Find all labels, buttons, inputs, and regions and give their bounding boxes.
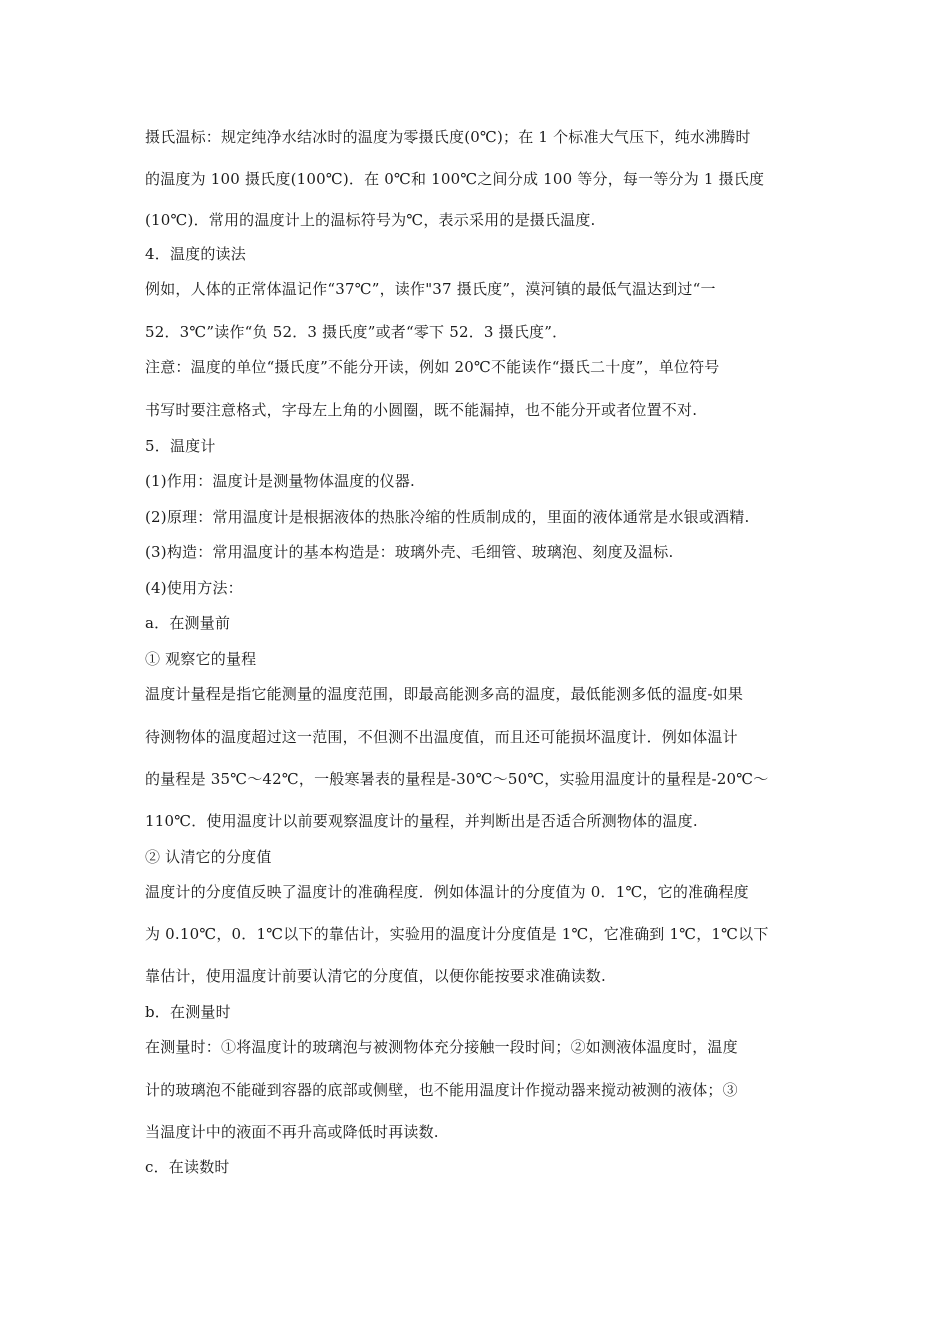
text-line: 在测量时：①将温度计的玻璃泡与被测物体充分接触一段时间；②如测液体温度时，温度	[145, 1038, 738, 1056]
text-line: (3)构造：常用温度计的基本构造是：玻璃外壳、毛细管、玻璃泡、刻度及温标.	[145, 543, 674, 561]
section-heading: 5．温度计	[145, 437, 216, 455]
text-line: 52．3℃”读作“负 52．3 摄氏度”或者“零下 52．3 摄氏度”．	[145, 323, 568, 341]
text-line: 110℃．使用温度计以前要观察温度计的量程，并判断出是否适合所测物体的温度.	[145, 812, 698, 830]
text-line: (10℃)．常用的温度计上的温标符号为℃，表示采用的是摄氏温度.	[145, 211, 596, 229]
text-line: 的量程是 35℃～42℃，一般寒暑表的量程是-30℃～50℃，实验用温度计的量程是-20℃～	[145, 770, 769, 788]
text-line: 温度计量程是指它能测量的温度范围，即最高能测多高的温度，最低能测多低的温度-如果	[145, 685, 744, 703]
text-line: 书写时要注意格式，字母左上角的小圆圈，既不能漏掉，也不能分开或者位置不对.	[145, 401, 698, 419]
text-line: 待测物体的温度超过这一范围，不但测不出温度值，而且还可能损坏温度计．例如体温计	[145, 728, 738, 746]
text-line: 为 0.10℃，0．1℃以下的靠估计，实验用的温度计分度值是 1℃，它准确到 1℃，1℃以下	[145, 925, 769, 943]
sub-heading: b．在测量时	[145, 1003, 231, 1021]
text-line: 的温度为 100 摄氏度(100℃)．在 0℃和 100℃之间分成 100 等分，每一等分为 1 摄氏度	[145, 170, 765, 188]
text-line: 计的玻璃泡不能碰到容器的底部或侧壁，也不能用温度计作搅动器来搅动被测的液体；③	[145, 1081, 738, 1099]
text-line: 温度计的分度值反映了温度计的准确程度．例如体温计的分度值为 0．1℃，它的准确程度	[145, 883, 749, 901]
sub-heading: a．在测量前	[145, 614, 231, 632]
text-line: 例如，人体的正常体温记作“37℃”，读作"37 摄氏度”，漠河镇的最低气温达到过“一	[145, 280, 716, 298]
sub-heading: c．在读数时	[145, 1158, 230, 1176]
sub-heading: ② 认清它的分度值	[145, 848, 272, 866]
text-line: 靠估计，使用温度计前要认清它的分度值，以便你能按要求准确读数.	[145, 967, 606, 985]
section-heading: 4．温度的读法	[145, 245, 246, 263]
text-line: 当温度计中的液面不再升高或降低时再读数.	[145, 1123, 439, 1141]
text-line: (1)作用：温度计是测量物体温度的仪器.	[145, 472, 416, 490]
text-line: 注意：温度的单位“摄氏度”不能分开读，例如 20℃不能读作“摄氏二十度”，单位符号	[145, 358, 720, 376]
text-line: (2)原理：常用温度计是根据液体的热胀冷缩的性质制成的，里面的液体通常是水银或酒精.	[145, 508, 750, 526]
text-line: (4)使用方法：	[145, 579, 243, 597]
sub-heading: ① 观察它的量程	[145, 650, 257, 668]
text-line: 摄氏温标：规定纯净水结冰时的温度为零摄氏度(0℃)；在 1 个标准大气压下，纯水沸腾时	[145, 128, 751, 146]
